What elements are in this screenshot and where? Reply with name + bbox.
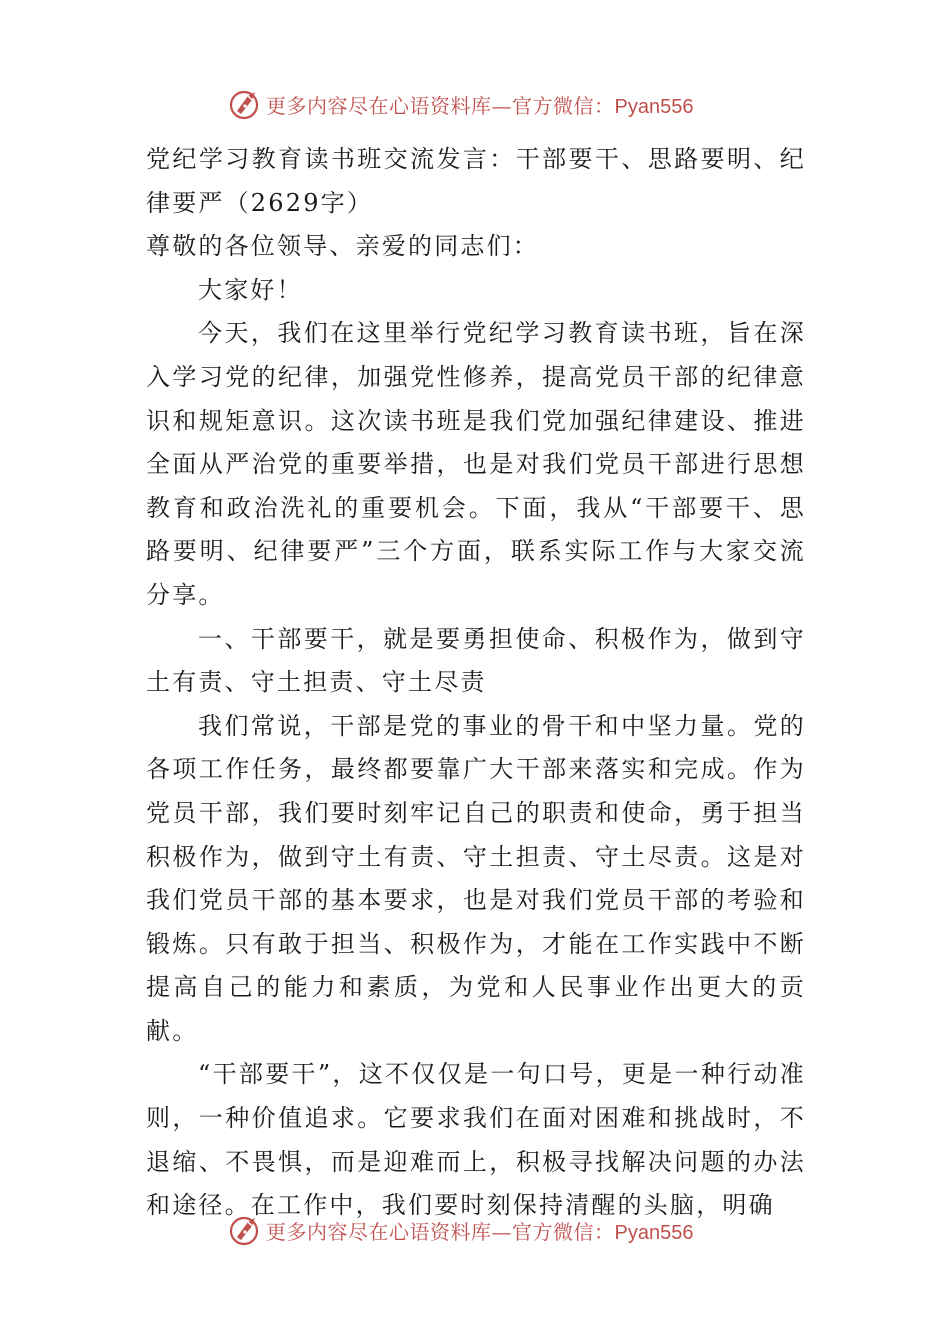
paragraph: 我们常说，干部是党的事业的骨干和中坚力量。党的各项工作任务，最终都要靠广大干部来落实和完成。作为党员干部，我们要时刻牢记自己的职责和使命，勇于担当积极作为，做到守土有责、守土担责、守土尽责。这是对我们党员干部的基本要求，也是对我们党员干部的考验和锻炼。只有敢于担当、积极作为，才能在工作实践中不断提高自己的能力和素质，为党和人民事业作出更大的贡献。 xyxy=(146,711,806,1045)
pen-nib-circle-logo-icon xyxy=(228,87,262,121)
document-body xyxy=(146,138,806,1228)
header-banner-text: 更多内容尽在心语资料库—官方微信：Pyan556 xyxy=(266,93,694,118)
footer-banner-text: 更多内容尽在心语资料库—官方微信：Pyan556 xyxy=(266,1219,694,1244)
header-banner xyxy=(228,84,748,124)
greeting: 大家好！ xyxy=(198,275,303,304)
pen-nib-circle-logo-icon xyxy=(228,1213,262,1247)
section-heading: 一、干部要干，就是要勇担使命、积极作为，做到守土有责、守土担责、守土尽责 xyxy=(146,624,806,697)
salutation: 尊敬的各位领导、亲爱的同志们： xyxy=(146,232,539,261)
wechat-id: Pyan556 xyxy=(614,95,694,118)
wechat-id: Pyan556 xyxy=(614,1221,694,1244)
document-title: 党纪学习教育读书班交流发言：干部要干、思路要明、纪律要严（2629字） xyxy=(146,145,806,217)
paragraph: “干部要干”，这不仅仅是一句口号，更是一种行动准则，一种价值追求。它要求我们在面对困难和挑战时，不退缩、不畏惧，而是迎难而上，积极寻找解决问题的办法和途径。在工作中，我们要时刻保持清醒的头脑，明确 xyxy=(146,1060,806,1220)
paragraph: 今天，我们在这里举行党纪学习教育读书班，旨在深入学习党的纪律，加强党性修养，提高党员干部的纪律意识和规矩意识。这次读书班是我们党加强纪律建设、推进全面从严治党的重要举措，也是对我们党员干部进行思想教育和政治洗礼的重要机会。下面，我从“干部要干、思路要明、纪律要严”三个方面，联系实际工作与大家交流分享。 xyxy=(146,319,806,609)
footer-banner xyxy=(228,1210,748,1250)
